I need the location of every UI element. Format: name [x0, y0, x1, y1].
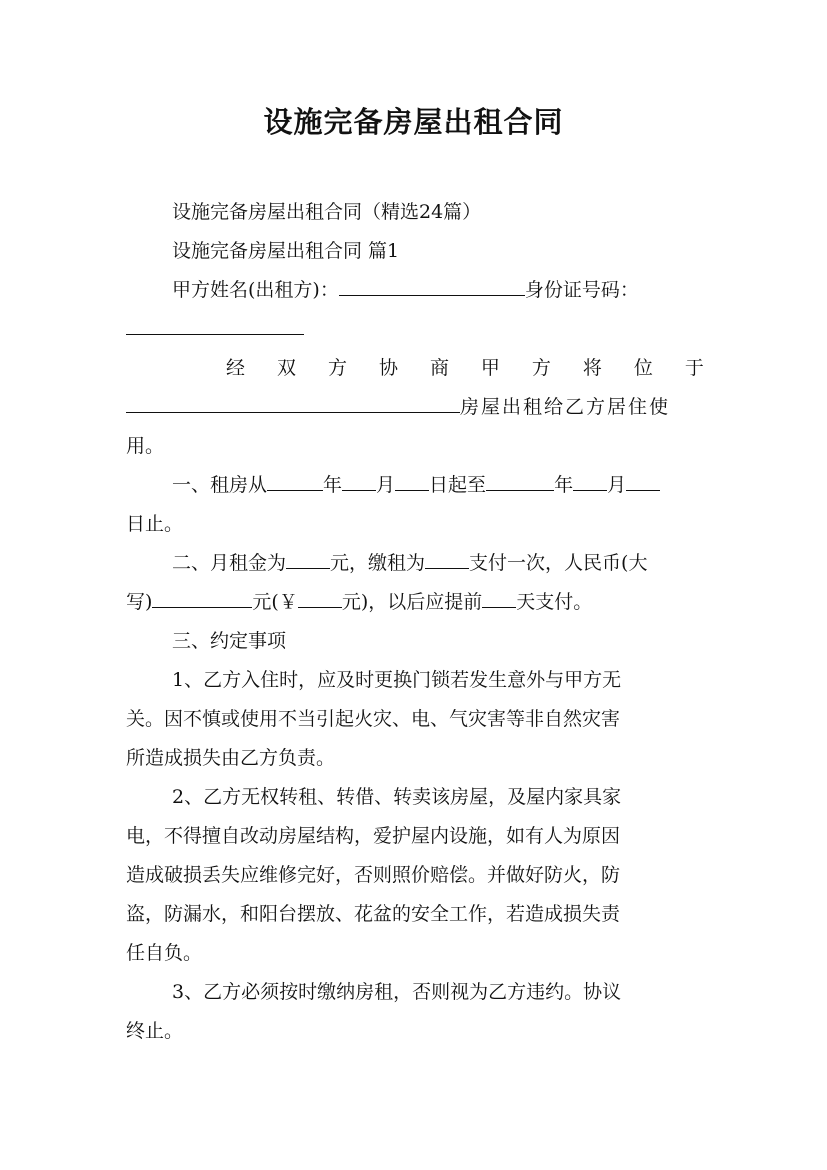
rent-amount-blank	[286, 546, 330, 569]
item-3-line: 3、乙方必须按时缴纳房租，否则视为乙方违约。协议	[172, 981, 622, 1003]
clause-2-line	[126, 544, 704, 583]
clause-1-text: 日起至	[429, 474, 487, 496]
clause-2-text: 天支付。	[516, 591, 593, 613]
start-month-blank	[342, 468, 376, 491]
item-2-line: 电，不得擅自改动房屋结构，爱护屋内设施，如有人为原因	[126, 825, 621, 847]
agreement-char: 商	[429, 357, 449, 379]
clause-2-text: 元，缴租为	[330, 552, 426, 574]
item-1-line: 1、乙方入住时，应及时更换门锁若发生意外与甲方无	[172, 669, 622, 691]
clause-1-text: 年	[323, 474, 343, 496]
item-1-line: 所造成损失由乙方负责。	[126, 747, 336, 769]
clause-2-line-2	[126, 583, 704, 622]
id-number-label: 身份证号码：	[524, 279, 639, 301]
agreement-spaced-line	[126, 349, 704, 388]
clause-1-text: 年	[554, 474, 574, 496]
clause-2-text: 写)	[126, 591, 153, 613]
item-3-line: 终止。	[126, 1020, 184, 1042]
clause-1-text: 一、租房从	[172, 474, 268, 496]
location-blank	[126, 390, 460, 413]
agreement-char: 甲	[480, 357, 500, 379]
clause-2-text: 元)，以后应提前	[341, 591, 483, 613]
rent-yuan-blank	[298, 585, 342, 608]
clause-1-line	[126, 466, 704, 505]
document-body	[126, 193, 704, 1051]
agreement-char: 协	[378, 357, 398, 379]
payment-period-blank	[425, 546, 469, 569]
party-a-line	[126, 271, 704, 310]
agreement-location-line	[126, 388, 704, 427]
id-number-line	[126, 310, 704, 349]
party-a-label: 甲方姓名(出租方)：	[172, 279, 339, 301]
clause-3-heading: 三、约定事项	[172, 630, 287, 652]
agreement-char: 方	[327, 357, 347, 379]
agreement-wrap: 用。	[126, 435, 165, 457]
clause-2-text: 元(￥	[252, 591, 298, 613]
agreement-end-text: 房屋出租给乙方居住使	[460, 396, 671, 418]
advance-days-blank	[482, 585, 516, 608]
clause-1-wrap: 日止。	[126, 513, 184, 535]
subtitle: 设施完备房屋出租合同（精选24篇）	[172, 201, 482, 223]
agreement-char: 位	[633, 357, 653, 379]
document-title: 设施完备房屋出租合同	[263, 105, 564, 139]
end-month-blank	[573, 468, 607, 491]
end-day-blank	[626, 468, 660, 491]
item-2-line: 任自负。	[126, 942, 203, 964]
item-1-line: 关。因不慎或使用不当引起火灾、电、气灾害等非自然灾害	[126, 708, 621, 730]
agreement-char: 方	[531, 357, 551, 379]
agreement-char: 将	[582, 357, 602, 379]
agreement-char: 双	[276, 357, 296, 379]
agreement-char: 于	[684, 357, 704, 379]
item-2-line: 盗，防漏水，和阳台摆放、花盆的安全工作，若造成损失责	[126, 903, 621, 925]
id-number-blank	[126, 312, 304, 335]
clause-2-text: 二、月租金为	[172, 552, 287, 574]
rent-words-blank	[152, 585, 252, 608]
party-a-name-blank	[339, 273, 525, 296]
item-2-line: 造成破损丢失应维修完好，否则照价赔偿。并做好防火，防	[126, 864, 621, 886]
clause-1-text: 月	[607, 474, 627, 496]
end-year-blank	[486, 468, 554, 491]
agreement-char: 经	[226, 357, 246, 379]
clause-1-text: 月	[376, 474, 396, 496]
clause-2-text: 支付一次，人民币(大	[469, 552, 648, 574]
start-day-blank	[395, 468, 429, 491]
start-year-blank	[267, 468, 323, 491]
section-heading: 设施完备房屋出租合同 篇1	[172, 240, 400, 262]
item-2-line: 2、乙方无权转租、转借、转卖该房屋，及屋内家具家	[172, 786, 622, 808]
